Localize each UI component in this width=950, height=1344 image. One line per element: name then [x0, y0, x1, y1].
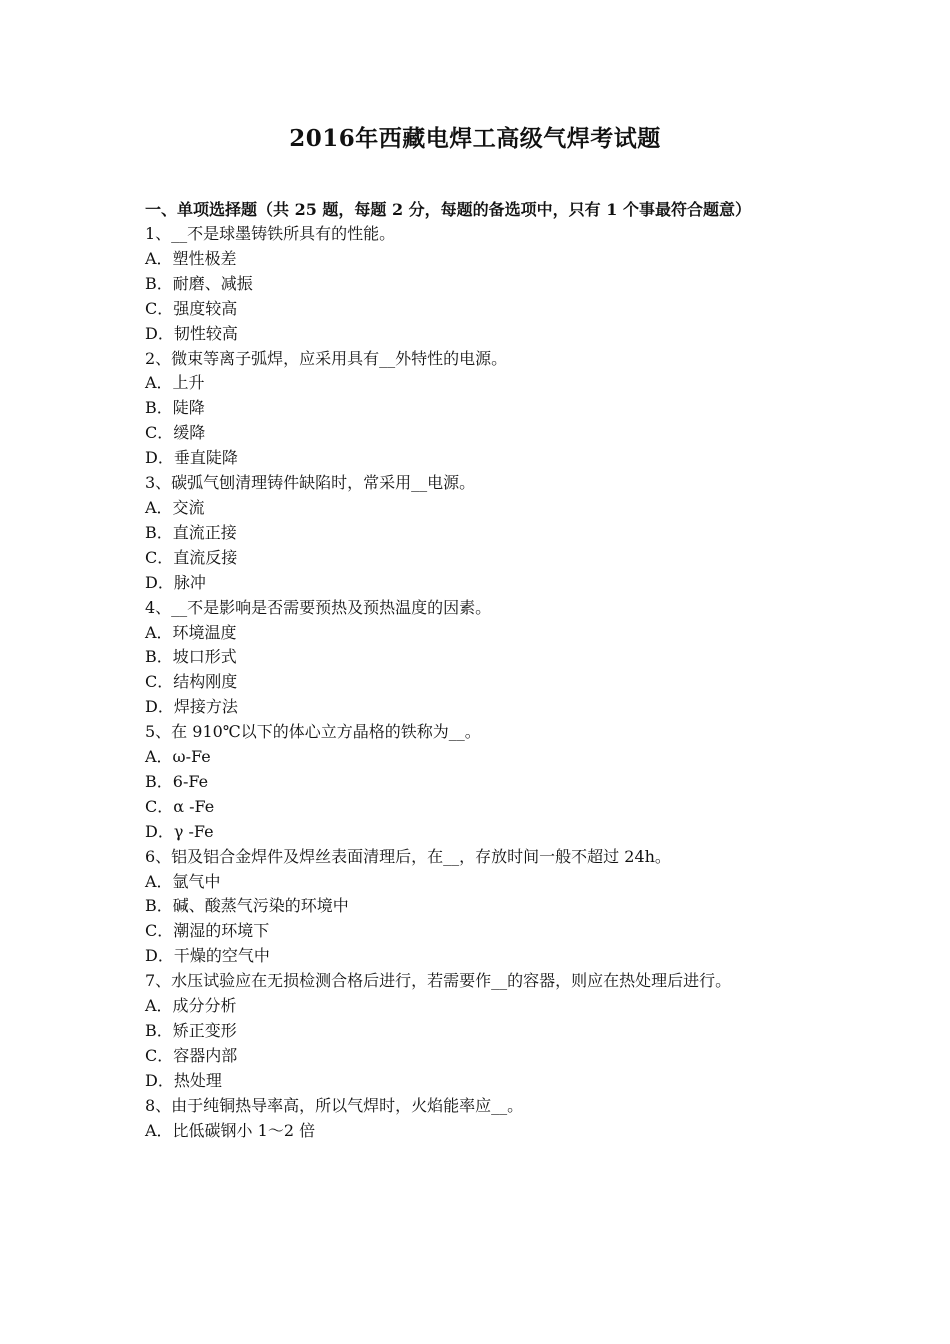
option-c: C．容器内部 [145, 1045, 238, 1065]
question-4 [145, 596, 810, 721]
question-stem: 6、铝及铝合金焊件及焊丝表面清理后，在__，存放时间一般不超过 24h。 [145, 846, 671, 866]
option-b: B．坡口形式 [145, 647, 237, 667]
option-a: A．上升 [145, 373, 205, 393]
question-stem: 8、由于纯铜热导率高，所以气焊时，火焰能率应__。 [145, 1095, 524, 1115]
option-a: A．交流 [145, 497, 205, 517]
document-body [145, 197, 810, 1144]
option-c: C．α -Fe [145, 796, 215, 816]
question-6 [145, 845, 810, 970]
option-b: B．陡降 [145, 398, 205, 418]
page-title: 2016年西藏电焊工高级气焊考试题 [289, 125, 661, 152]
question-stem: 5、在 910℃以下的体心立方晶格的铁称为__。 [145, 722, 481, 742]
question-8 [145, 1094, 810, 1144]
question-stem: 1、__不是球墨铸铁所具有的性能。 [145, 224, 396, 243]
option-a: A．环境温度 [145, 622, 237, 642]
question-stem: 3、碳弧气刨清理铸件缺陷时，常采用__电源。 [145, 473, 476, 493]
question-7 [145, 969, 810, 1094]
option-c: C．缓降 [145, 423, 206, 443]
option-c: C．潮湿的环境下 [145, 921, 270, 941]
question-stem: 2、微束等离子弧焊，应采用具有__外特性的电源。 [145, 348, 508, 368]
section-heading: 一、单项选择题（共 25 题，每题 2 分，每题的备选项中，只有 1 个事最符合题意） [145, 200, 751, 219]
option-d: D．焊接方法 [145, 697, 238, 717]
question-stem: 4、__不是影响是否需要预热及预热温度的因素。 [145, 597, 492, 617]
option-d: D．脉冲 [145, 572, 206, 592]
question-stem: 7、水压试验应在无损检测合格后进行，若需要作__的容器，则应在热处理后进行。 [145, 971, 732, 991]
question-3 [145, 471, 810, 596]
option-d: D．γ -Fe [145, 821, 214, 841]
option-a: A．比低碳钢小 1～2 倍 [145, 1120, 316, 1140]
option-a: A．塑性极差 [145, 248, 237, 268]
question-1 [145, 222, 810, 347]
option-d: D．干燥的空气中 [145, 946, 270, 966]
option-c: C．强度较高 [145, 298, 238, 318]
option-b: B．6-Fe [145, 771, 209, 791]
option-c: C．结构刚度 [145, 672, 238, 692]
question-2 [145, 347, 810, 472]
option-b: B．直流正接 [145, 522, 237, 542]
question-5 [145, 720, 810, 845]
option-b: B．碱、酸蒸气污染的环境中 [145, 896, 349, 916]
option-d: D．热处理 [145, 1070, 222, 1090]
option-b: B．矫正变形 [145, 1021, 237, 1040]
option-b: B．耐磨、减振 [145, 273, 253, 293]
option-a: A．ω-Fe [145, 747, 211, 767]
option-d: D．垂直陡降 [145, 448, 238, 468]
option-a: A．氩气中 [145, 871, 221, 891]
option-c: C．直流反接 [145, 547, 238, 567]
option-d: D．韧性较高 [145, 323, 238, 343]
option-a: A．成分分析 [145, 996, 237, 1016]
